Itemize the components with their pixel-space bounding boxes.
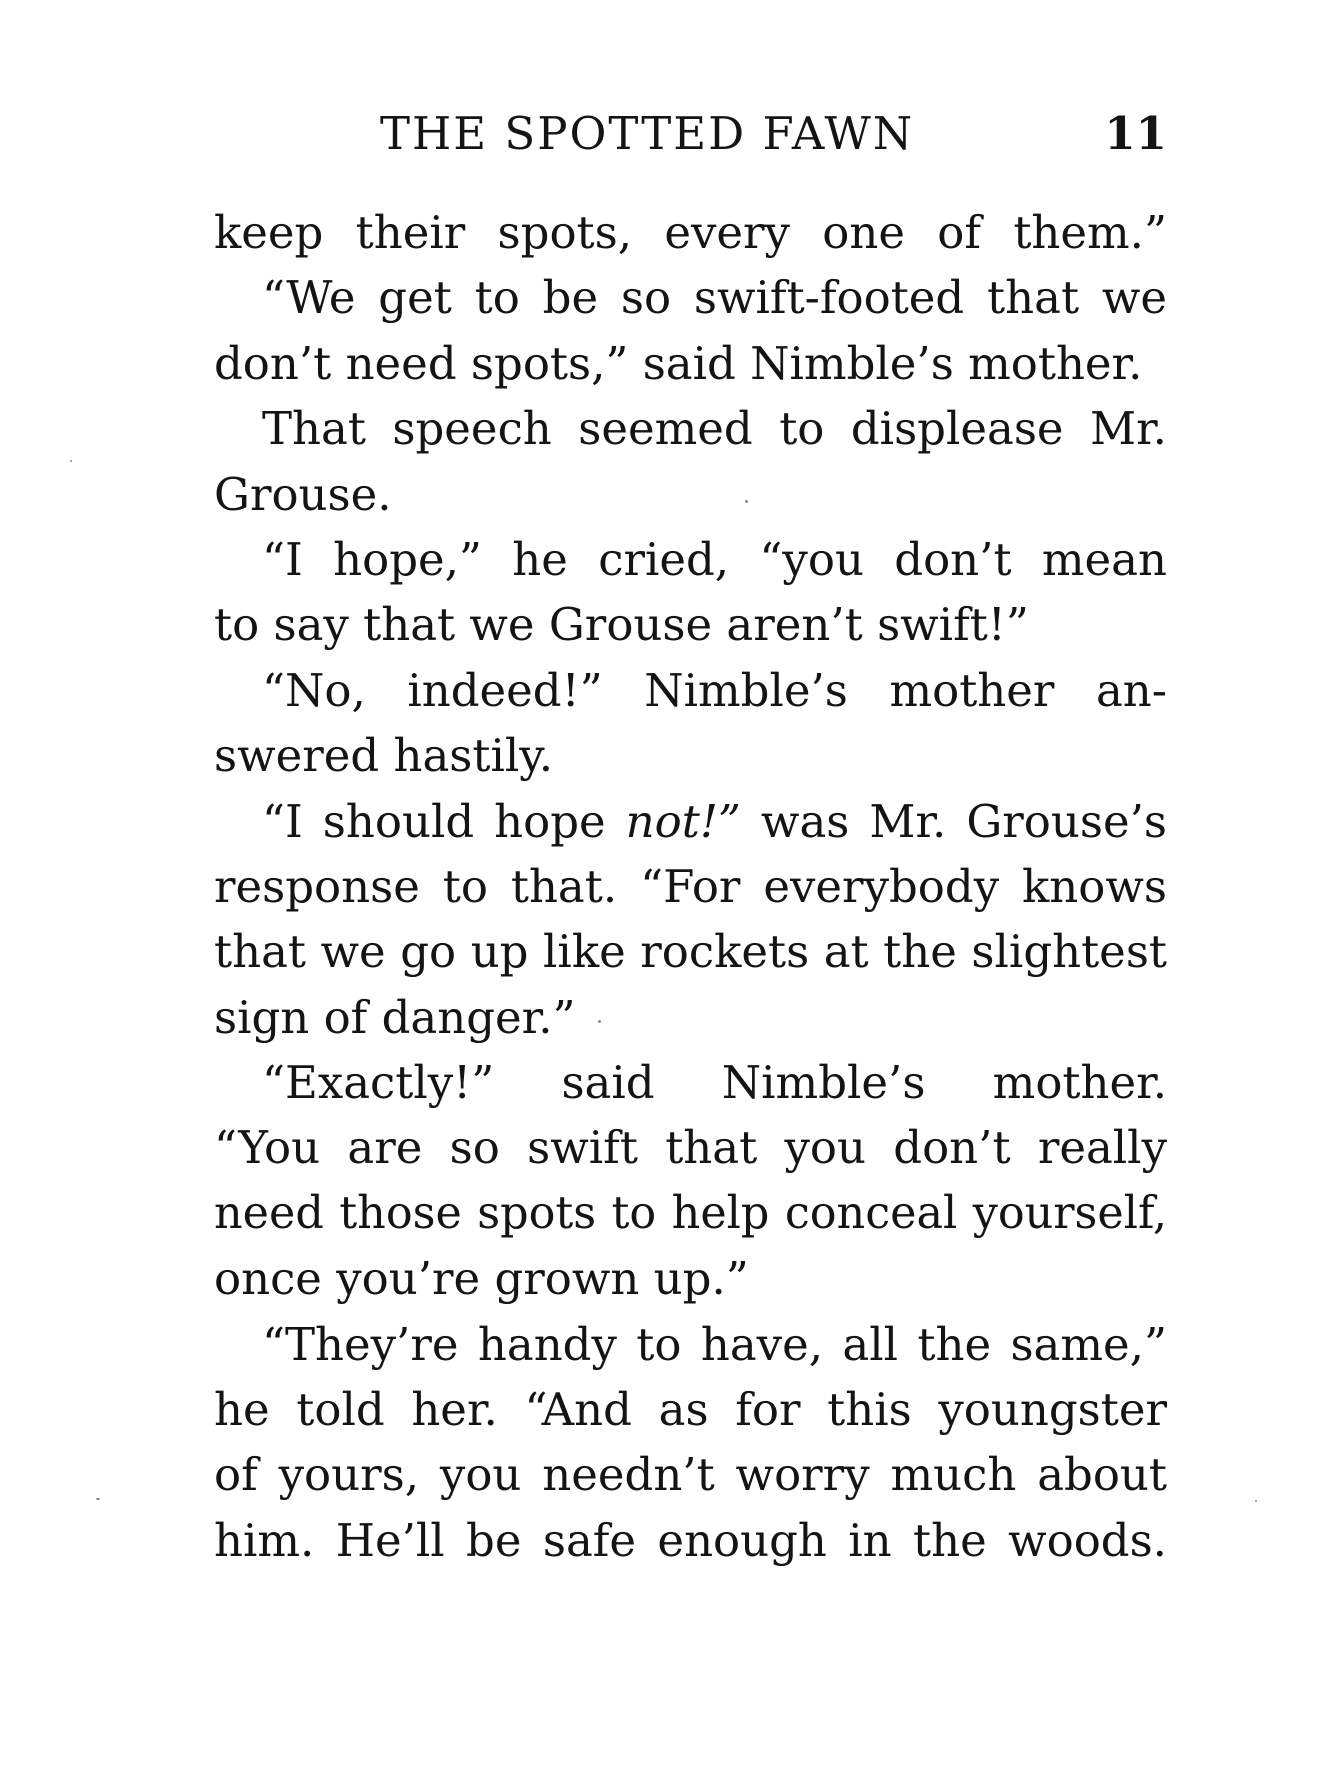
scan-speck [598, 1020, 601, 1023]
text-line: “No, indeed!” Nimble’s mother an- [262, 663, 1167, 717]
scan-speck [745, 500, 748, 503]
text-line: of yours, you needn’t worry much about [214, 1448, 1167, 1502]
scan-speck [96, 1498, 100, 1500]
text-line: “They’re handy to have, all the same,” [262, 1317, 1167, 1371]
text-line: he told her. “And as for this youngster [214, 1383, 1167, 1437]
body-text [214, 200, 1167, 1573]
running-head [380, 104, 1167, 164]
text-line: “We get to be so swift-footed that we [262, 271, 1167, 325]
text-line: “Exactly!” said Nimble’s mother. [262, 1056, 1167, 1110]
text-line: him. He’ll be safe enough in the woods. [214, 1513, 1167, 1567]
text-line: sign of danger.” [214, 990, 576, 1044]
text-line: response to that. “For everybody knows [214, 859, 1167, 913]
scan-speck [1255, 1500, 1257, 1502]
text-line: Grouse. [214, 467, 392, 521]
text-line [214, 789, 1167, 854]
page-number: 11 [1104, 107, 1167, 160]
running-title: THE SPOTTED FAWN [380, 107, 915, 160]
text-line: need those spots to help conceal yourself, [214, 1187, 1167, 1239]
text-line: that we go up like rockets at the slightest [214, 925, 1167, 979]
text-line: “I hope,” he cried, “you don’t mean [262, 532, 1167, 586]
text-line: swered hastily. [214, 729, 554, 783]
text-run: “I should hope [262, 794, 626, 848]
text-line: That speech seemed to displease Mr. [262, 402, 1167, 456]
text-run: was Mr. Grouse’s [740, 794, 1167, 848]
text-line: keep their spots, every one of them.” [214, 206, 1167, 259]
text-line: to say that we Grouse aren’t swift!” [214, 598, 1029, 652]
text-line: once you’re grown up.” [214, 1252, 749, 1306]
scan-speck [70, 460, 72, 462]
italic-run: not!” [625, 794, 741, 848]
text-line: “You are so swift that you don’t really [214, 1121, 1167, 1175]
text-line: don’t need spots,” said Nimble’s mother. [214, 336, 1143, 390]
